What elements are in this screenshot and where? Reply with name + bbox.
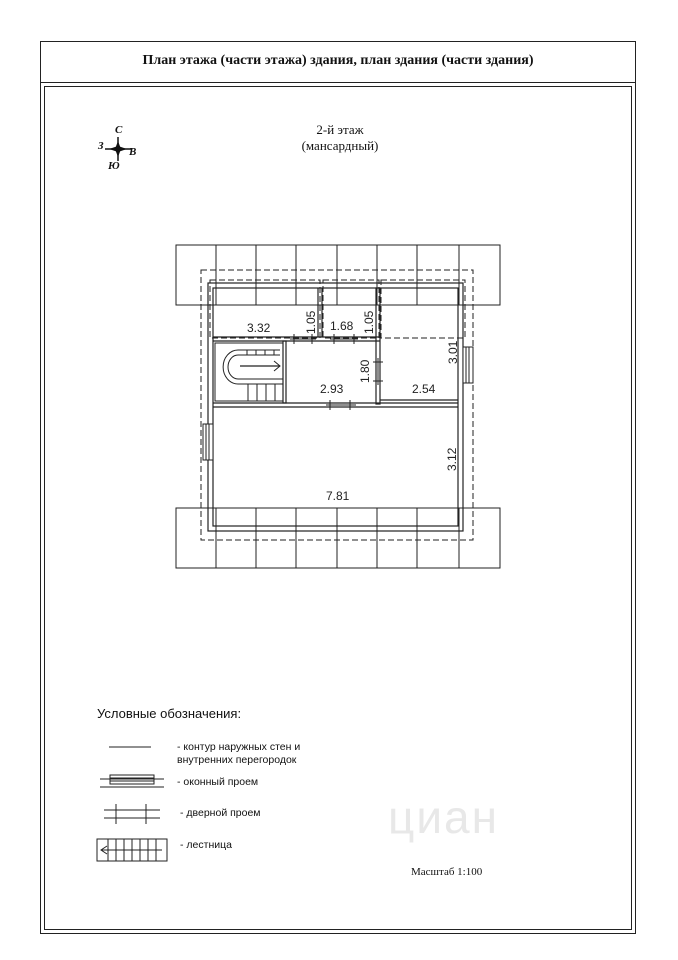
- dim-corridor-length: 3.32: [247, 321, 271, 335]
- dim-room-big-length: 7.81: [326, 489, 350, 503]
- dim-room-big-width: 3.12: [445, 447, 459, 471]
- legend-walls-text: [177, 741, 300, 767]
- floor-title-line1: 2-й этаж: [316, 122, 364, 137]
- compass-east: В: [129, 146, 137, 158]
- dim-room-right-length: 2.54: [412, 382, 436, 396]
- page-title: План этажа (части этажа) здания, план здания (части здания): [142, 53, 534, 68]
- legend-stairs-text: - лестница: [180, 839, 232, 851]
- legend-door-symbol: [104, 804, 160, 824]
- legend-stairs-symbol: [97, 839, 167, 861]
- legend-window-symbol: [100, 775, 164, 787]
- dim-corridor-width: 1.05: [304, 310, 318, 334]
- dim-hall-width: 1.80: [358, 359, 372, 383]
- dim-room-right-width: 3.01: [446, 340, 460, 364]
- dim-hall-length: 2.93: [320, 382, 344, 396]
- compass-north: С: [115, 124, 123, 136]
- compass-west: З: [98, 140, 104, 152]
- floor-title-line2: (мансардный): [301, 138, 379, 153]
- legend-window-text: - оконный проем: [177, 776, 259, 788]
- watermark: циан: [388, 791, 500, 843]
- dim-wc-length: 1.68: [330, 319, 354, 333]
- scale-label: Масштаб 1:100: [411, 866, 483, 878]
- dim-wc-width: 1.05: [362, 310, 376, 334]
- compass-south: Ю: [108, 160, 120, 172]
- legend-walls-line2: внутренних перегородок: [177, 754, 297, 766]
- legend-walls-line1: - контур наружных стен и: [177, 741, 301, 753]
- legend-title: Условные обозначения:: [97, 706, 242, 721]
- legend-door-text: - дверной проем: [180, 807, 261, 819]
